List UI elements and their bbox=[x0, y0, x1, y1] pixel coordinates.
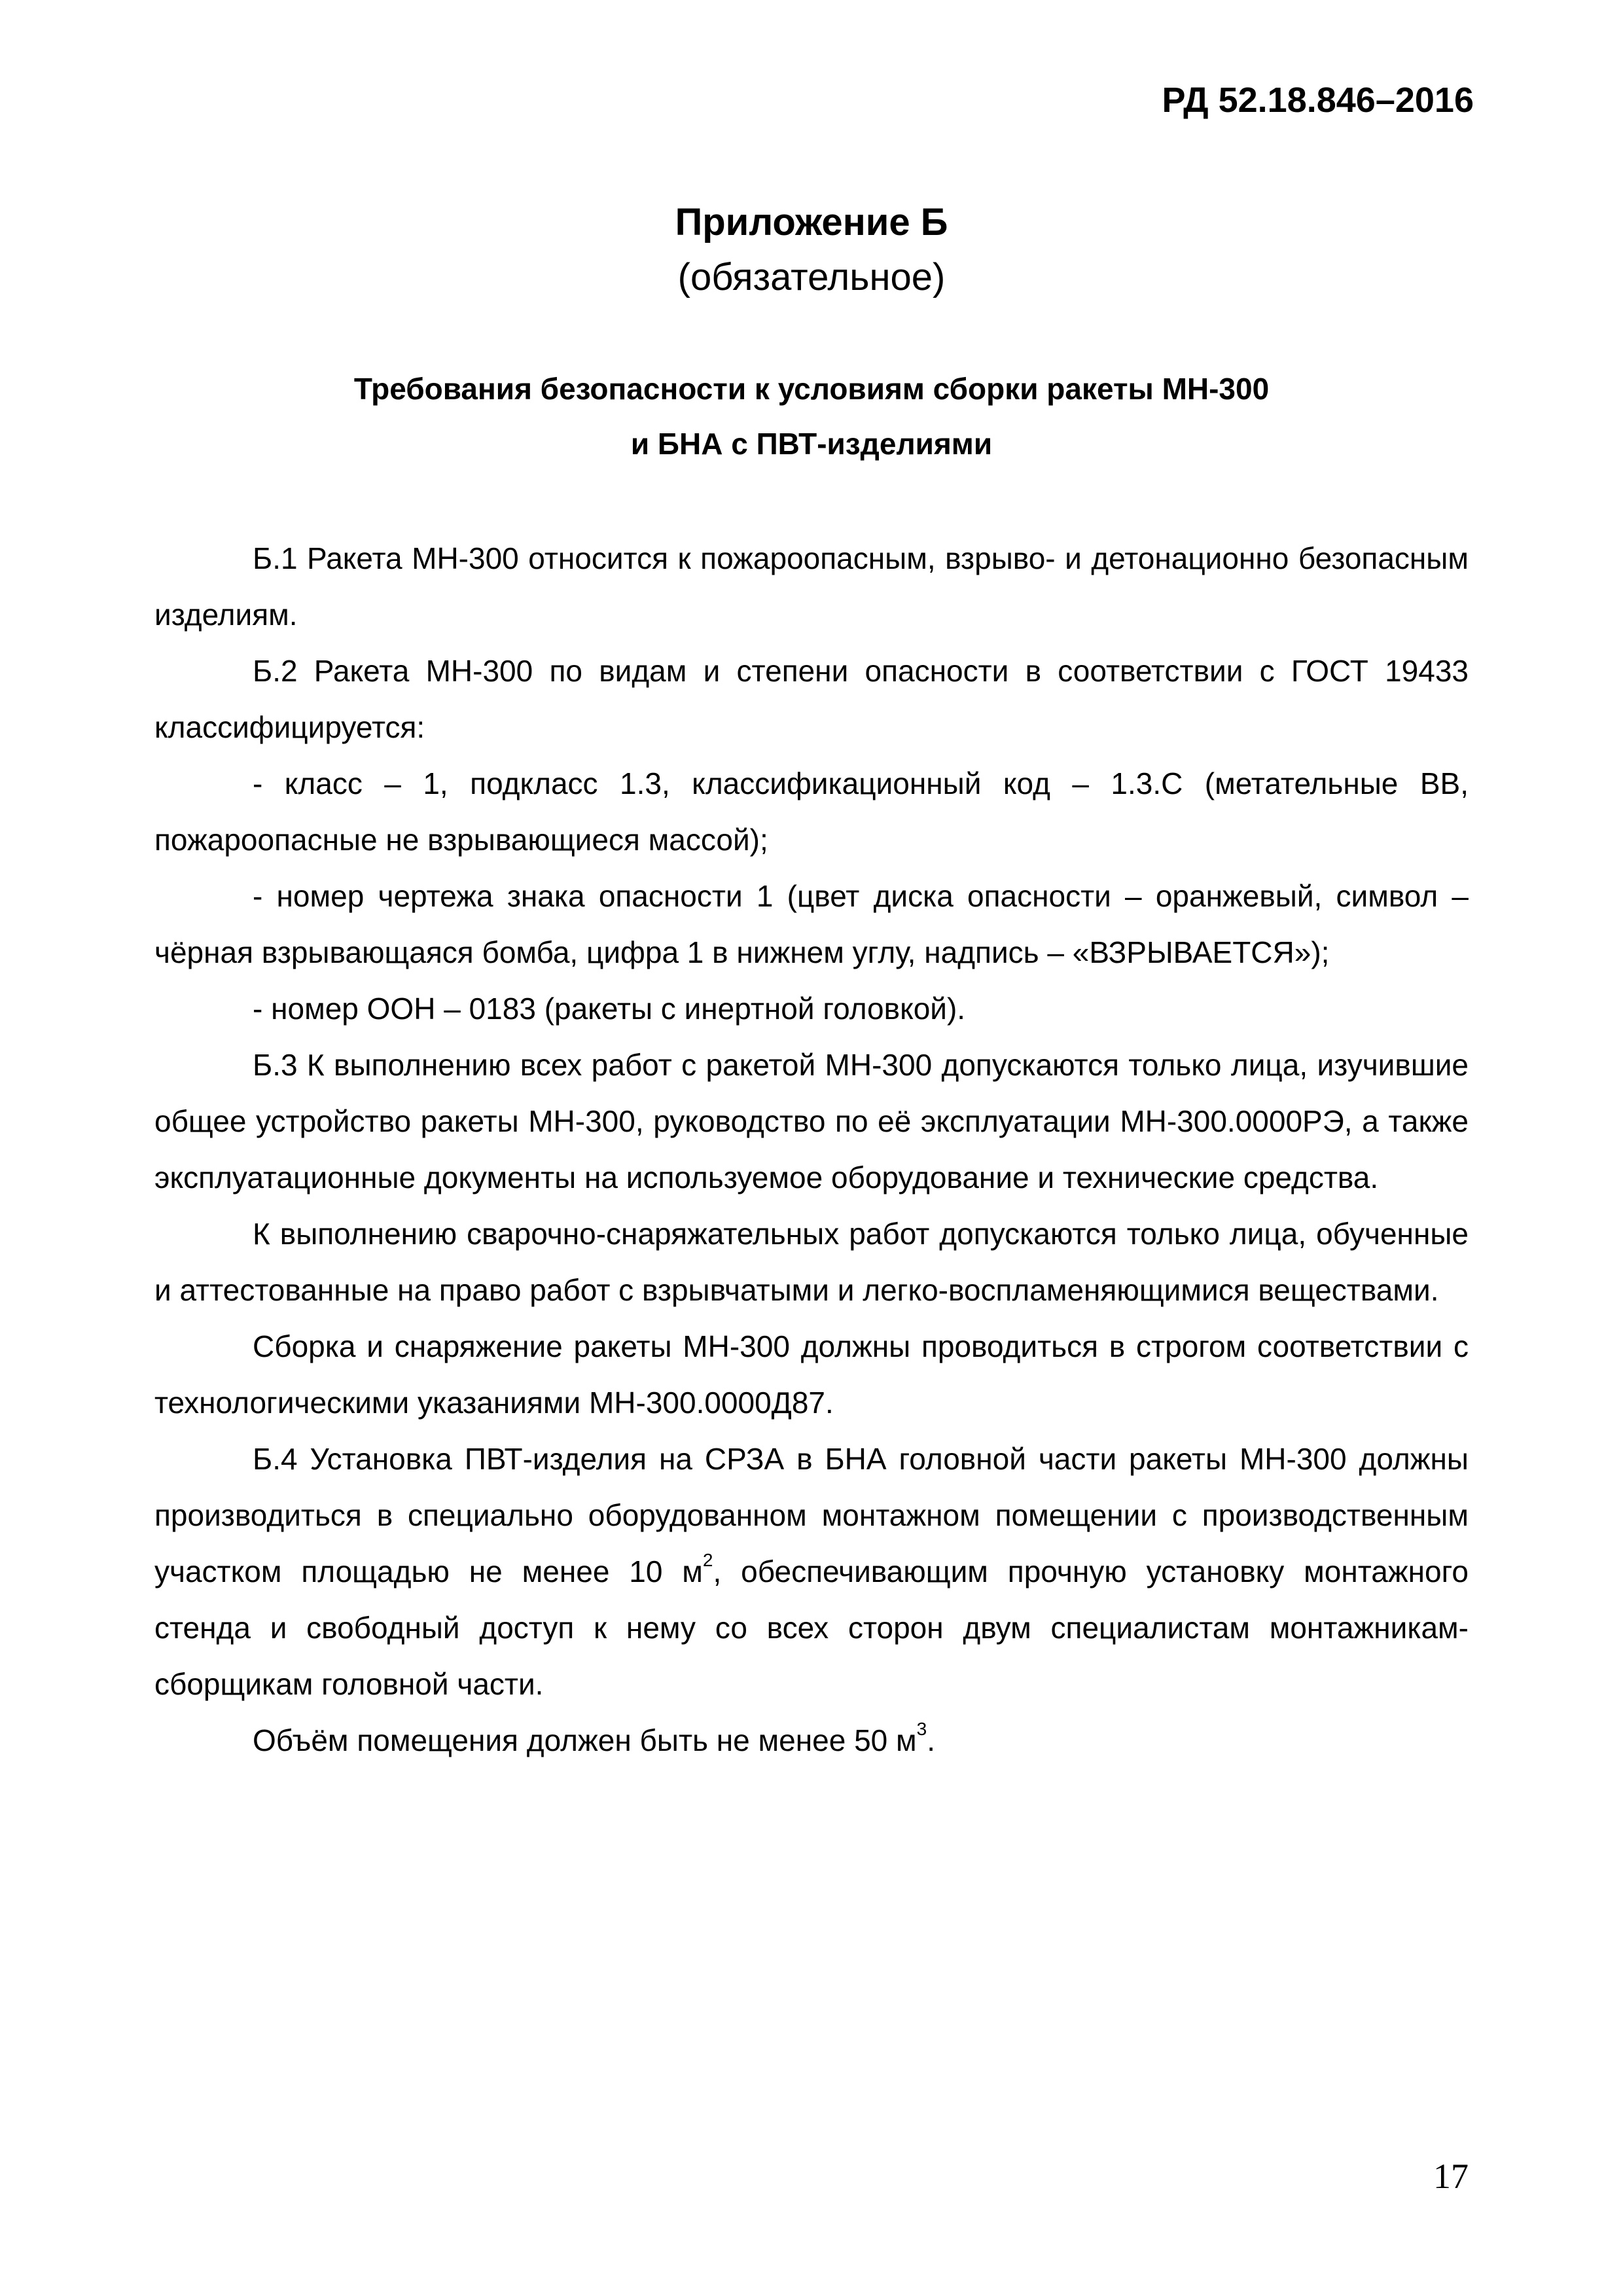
page-number: 17 bbox=[1433, 2157, 1469, 2196]
appendix-title: Приложение Б bbox=[675, 201, 948, 243]
list-item-class: - класс – 1, подкласс 1.3, классификационный код – 1.3.С (метательные ВВ, пожароопасные не взрывающиеся массой); bbox=[154, 766, 1469, 857]
paragraph-room-volume bbox=[154, 1712, 1469, 1768]
paragraph-b4-text-1: Б.4 Установка ПВТ-изделия на СРЗА в БНА головной части ракеты МН-300 должны производиться в специально оборудованном монтажном помещении с производственным участком площадью не менее 10 м bbox=[154, 1442, 1469, 1588]
paragraph-b3: Б.3 К выполнению всех работ с ракетой МН-300 допускаются только лица, изучившие общее устройство ракеты МН-300, руководство по её эксплуатации МН-300.0000РЭ, а также эксплуатационные документы на используемое оборудование и технические средства. bbox=[154, 1048, 1469, 1194]
document-code: РД 52.18.846–2016 bbox=[1162, 81, 1474, 120]
section-title-line-1: Требования безопасности к условиям сборки ракеты МН-300 bbox=[353, 372, 1270, 406]
area-exponent: 2 bbox=[702, 1550, 713, 1570]
section-title-line-2: и БНА с ПВТ-изделиями bbox=[630, 427, 993, 461]
paragraph-assembly: Сборка и снаряжение ракеты МН-300 должны проводиться в строгом соответствии с технологическими указаниями МН-300.0000Д87. bbox=[154, 1329, 1469, 1420]
section-title bbox=[154, 361, 1469, 471]
paragraph-b2: Б.2 Ракета МН-300 по видам и степени опасности в соответствии с ГОСТ 19433 классифицируется: bbox=[154, 654, 1469, 744]
paragraph-b4-text-2: , обеспечивающим прочную установку монтажного стенда и свободный доступ к нему со всех сторон двум специалистам монтажникам-сборщикам головной части. bbox=[154, 1554, 1469, 1701]
volume-exponent: 3 bbox=[916, 1719, 927, 1739]
paragraph-volume-text-2: . bbox=[927, 1723, 936, 1757]
paragraph-b4 bbox=[154, 1431, 1469, 1712]
paragraph-volume-text-1: Объём помещения должен быть не менее 50 м bbox=[253, 1723, 917, 1757]
paragraph-welding-work: К выполнению сварочно-снаряжательных работ допускаются только лица, обученные и аттестованные на право работ с взрывчатыми и легко-воспламеняющимися веществами. bbox=[154, 1217, 1469, 1307]
paragraph-b1: Б.1 Ракета МН-300 относится к пожароопасным, взрыво- и детонационно безопасным изделиям. bbox=[154, 541, 1469, 632]
list-item-un-number: - номер ООН – 0183 (ракеты с инертной головкой). bbox=[253, 992, 966, 1026]
body-text bbox=[154, 530, 1469, 1768]
list-item-hazard-sign: - номер чертежа знака опасности 1 (цвет диска опасности – оранжевый, символ – чёрная взрывающаяся бомба, цифра 1 в нижнем углу, надпись – «ВЗРЫВАЕТСЯ»); bbox=[154, 879, 1469, 969]
appendix-status: (обязательное) bbox=[677, 256, 946, 298]
